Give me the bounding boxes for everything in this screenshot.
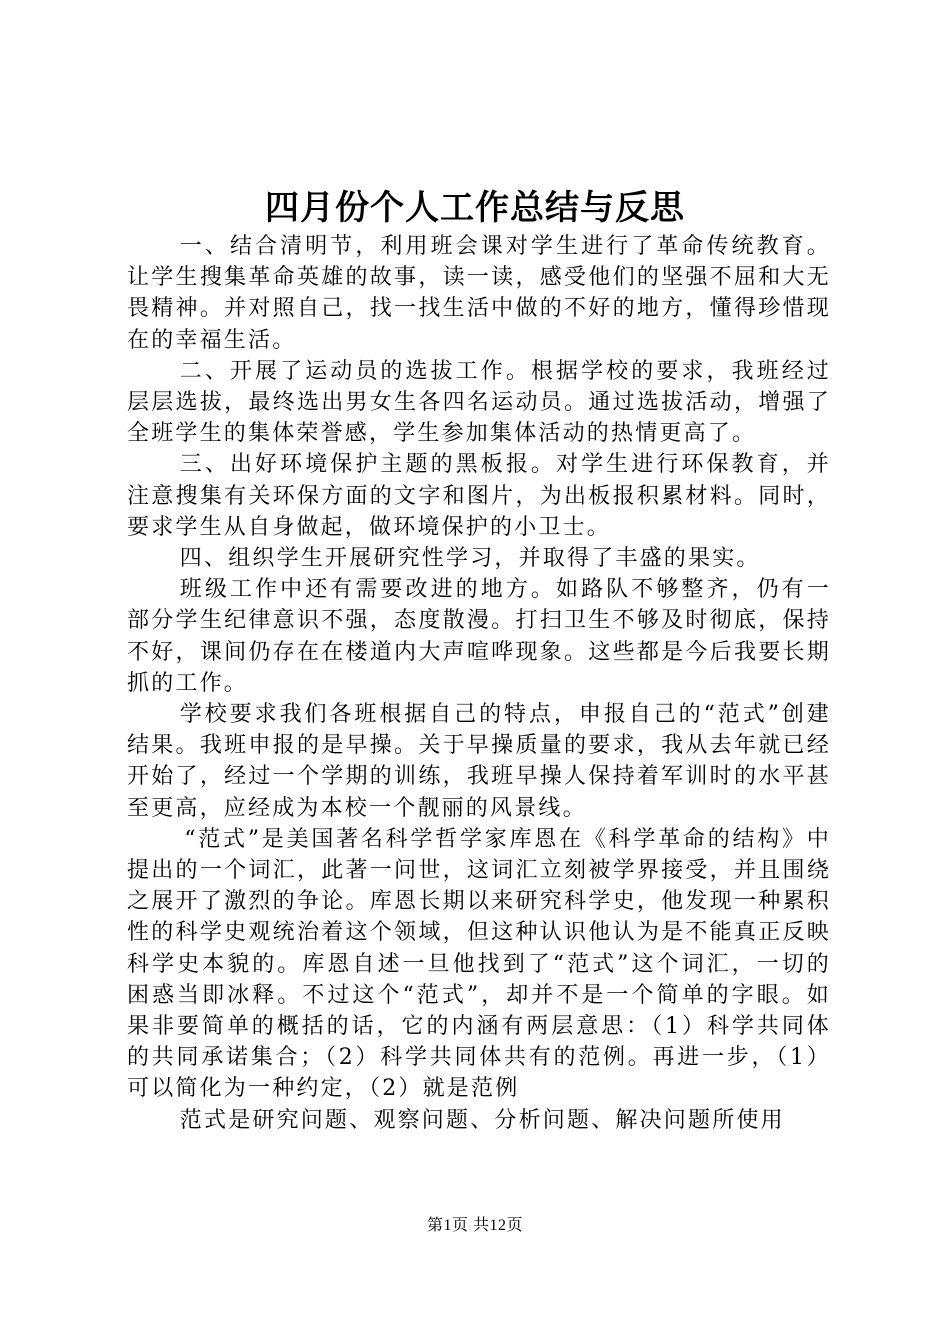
paragraph-2: 二、开展了运动员的选拔工作。根据学校的要求，我班经过层层选拔，最终选出男女生各四名运动员。通过选拔活动，增强了全班学生的集体荣誉感，学生参加集体活动的热情更高了。 (127, 358, 831, 447)
page-footer: 第1页 共12页 (426, 1217, 523, 1234)
paragraph-3: 三、出好环境保护主题的黑板报。对学生进行环保教育，并注意搜集有关环保方面的文字和图片，为出板报积累材料。同时，要求学生从自身做起，做环境保护的小卫士。 (127, 452, 831, 540)
paragraph-4: 四、组织学生开展研究性学习，并取得了丰盛的果实。 (179, 546, 761, 572)
paragraph-8: 范式是研究问题、观察问题、分析问题、解决问题所使用 (179, 1107, 785, 1133)
document-title: 四月份个人工作总结与反思 (265, 188, 685, 228)
document-body (127, 231, 831, 1136)
paragraph-6: 学校要求我们各班根据自己的特点，申报自己的“范式”创建结果。我班申报的是早操。关于早操质量的要求，我从去年就已经开始了，经过一个学期的训练，我班早操人保持着军训时的水平甚至更高，应经成为本校一个靓丽的风景线。 (127, 702, 831, 821)
paragraph-5: 班级工作中还有需要改进的地方。如路队不够整齐，仍有一部分学生纪律意识不强，态度散漫。打扫卫生不够及时彻底，保持不好，课间仍存在在楼道内大声喧哗现象。这些都是今后我要长期抓的工作。 (127, 577, 831, 696)
paragraph-7: “范式”是美国著名科学哲学家库恩在《科学革命的结构》中提出的一个词汇，此著一问世，这词汇立刻被学界接受，并且围绕之展开了激烈的争论。库恩长期以来研究科学史，他发现一种累积性的科学史观统治着这个领域，但这种认识他认为是不能真正反映科学史本貌的。库恩自述一旦他找到了“范式”这个词汇，一切的困惑当即冰释。不过这个“范式”，却并不是一个简单的字眼。如果非要简单的概括的话，它的内涵有两层意思：（1）科学共同体的共同承诺集合；（2）科学共同体共有的范例。再进一步，（1）可以简化为一种约定，（2）就是范例 (127, 826, 831, 1102)
paragraph-1: 一、结合清明节，利用班会课对学生进行了革命传统教育。让学生搜集革命英雄的故事，读一读，感受他们的坚强不屈和大无畏精神。并对照自己，找一找生活中做的不好的地方，懂得珍惜现在的幸福生活。 (127, 234, 831, 353)
